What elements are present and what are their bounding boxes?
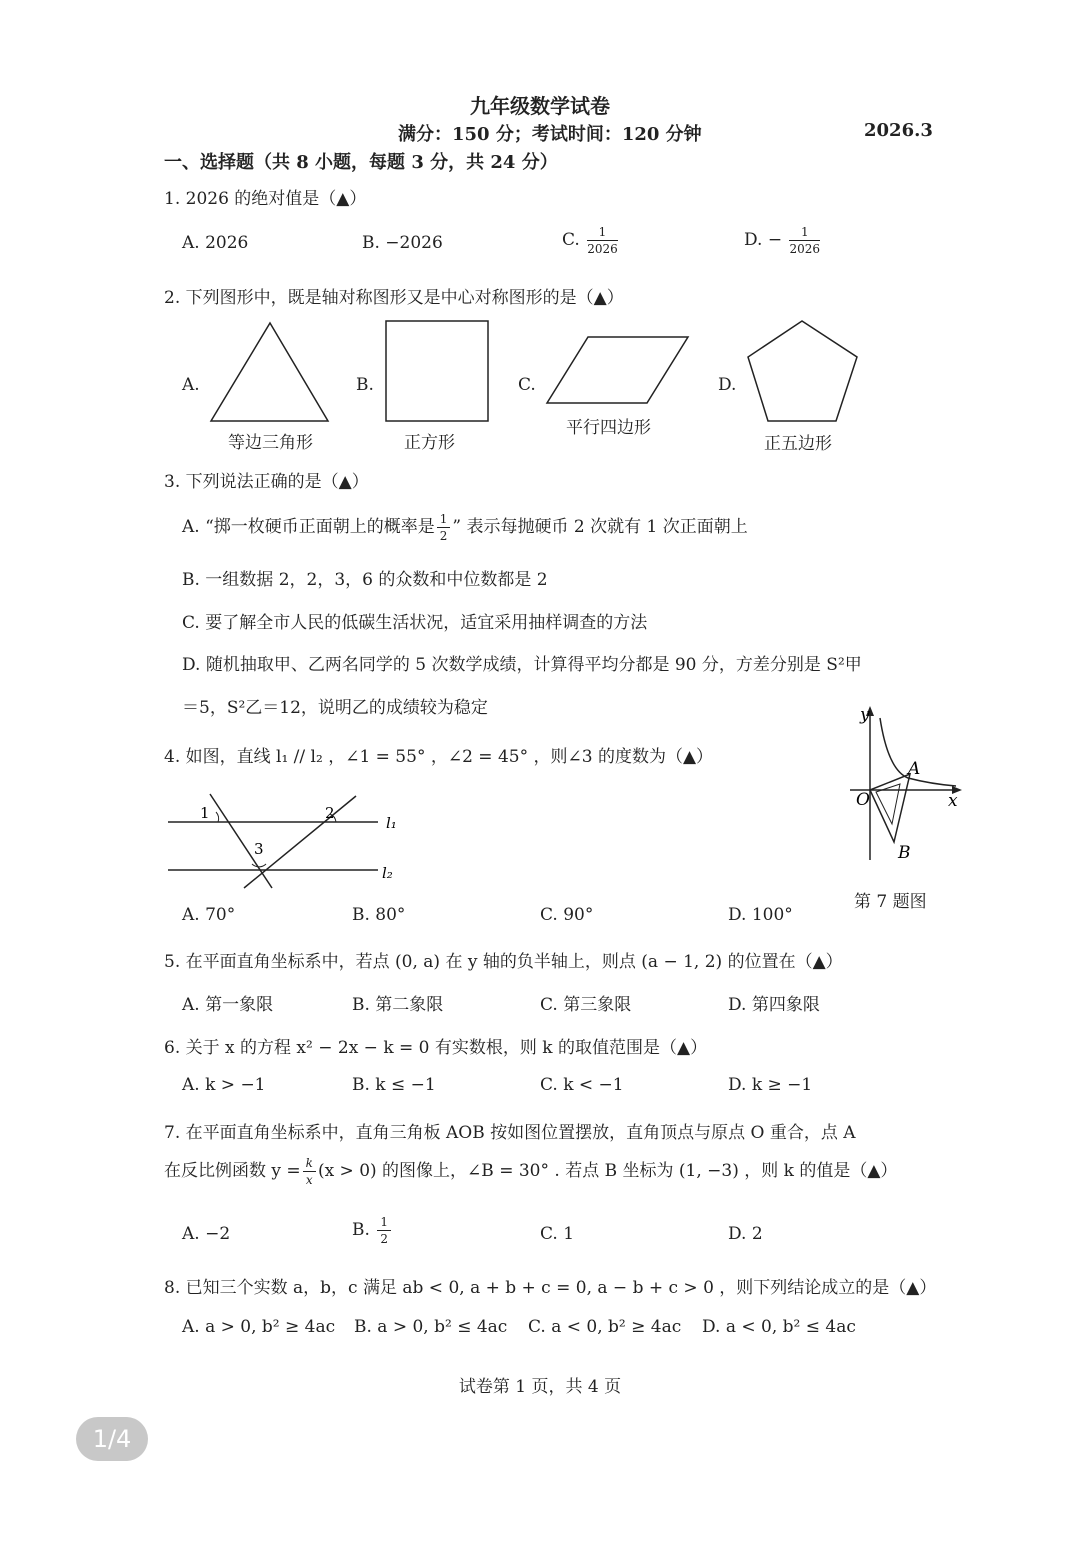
q8-option-c: C. a < 0, b² ≥ 4ac — [528, 1317, 682, 1337]
q2-caption-d: 正五边形 — [764, 434, 832, 454]
q6-option-c: C. k < −1 — [540, 1075, 624, 1095]
parallelogram-shape — [547, 337, 688, 403]
exam-date: 2026.3 — [864, 120, 933, 141]
q4-label-2: 2 — [325, 804, 335, 822]
section-heading: 一、选择题（共 8 小题，每题 3 分，共 24 分） — [164, 152, 558, 173]
q4-label-1: 1 — [200, 804, 210, 822]
q3-a-fraction: $\frac{1}{2}$ — [437, 513, 451, 542]
q4-option-d: D. 100° — [728, 905, 793, 925]
q6-stem: 6. 关于 x 的方程 x² − 2x − k = 0 有实数根，则 k 的取值范围是（▲） — [164, 1038, 708, 1058]
q3-a-pre: A. “掷一枚硬币正面朝上的概率是 — [182, 517, 435, 537]
q2-option-b: B. — [356, 375, 374, 395]
q7-k-over-x: $\frac{k}{x}$ — [303, 1157, 316, 1186]
q4-option-c: C. 90° — [540, 905, 594, 925]
q1-stem: 1. 2026 的绝对值是（▲） — [164, 189, 367, 209]
q7-stem2-post: (x > 0) 的图像上，∠B = 30° . 若点 B 坐标为 (1, −3) ，则 k 的值是（▲） — [317, 1161, 898, 1181]
exam-title: 九年级数学试卷 — [470, 94, 610, 118]
q3-option-d-line2: ＝5，S²乙＝12，说明乙的成绩较为稳定 — [182, 698, 488, 718]
q8-option-d: D. a < 0, b² ≤ 4ac — [702, 1317, 856, 1337]
q1-d-fraction: $\frac{1}{2026}$ — [789, 225, 821, 256]
page-indicator: 1/4 — [76, 1417, 148, 1461]
q4-option-b: B. 80° — [352, 905, 406, 925]
q2-stem: 2. 下列图形中，既是轴对称图形又是中心对称图形的是（▲） — [164, 288, 624, 308]
q3-option-b: B. 一组数据 2，2，3，6 的众数和中位数都是 2 — [182, 570, 548, 590]
q2-caption-b: 正方形 — [404, 433, 455, 453]
q1-option-c — [562, 226, 620, 255]
fig7-label-o: O — [856, 790, 870, 810]
angle-arc-1 — [216, 812, 219, 822]
q6-option-b: B. k ≤ −1 — [352, 1075, 436, 1095]
square-shape — [386, 321, 488, 421]
q2-option-c: C. — [518, 375, 536, 395]
q5-stem: 5. 在平面直角坐标系中，若点 (0, a) 在 y 轴的负半轴上，则点 (a − 1, 2) 的位置在（▲） — [164, 952, 843, 972]
fig7-label-x: x — [948, 791, 958, 811]
fig7-label-y: y — [860, 705, 870, 725]
q7-b-prefix: B. — [352, 1220, 370, 1240]
q4-stem: 4. 如图，直线 l₁ // l₂ ，∠1 = 55° ，∠2 = 45° ，则∠3 的度数为（▲） — [164, 747, 714, 767]
q7-option-b — [352, 1216, 393, 1245]
q1-c-fraction: $\frac{1}{2026}$ — [587, 225, 618, 256]
q5-option-b: B. 第二象限 — [352, 995, 444, 1015]
q5-option-a: A. 第一象限 — [182, 995, 274, 1015]
q6-option-a: A. k > −1 — [182, 1075, 266, 1095]
equilateral-triangle-shape — [211, 323, 328, 421]
q6-option-d: D. k ≥ −1 — [728, 1075, 813, 1095]
pentagon-shape — [748, 321, 857, 421]
q3-a-post: ” 表示每抛硬币 2 次就有 1 次正面朝上 — [452, 517, 748, 537]
q7-b-fraction: $\frac{1}{2}$ — [377, 1216, 391, 1245]
q7-figure — [836, 700, 976, 870]
q1-d-prefix: D. − — [744, 230, 783, 250]
q1-option-d — [744, 226, 822, 255]
page-footer: 试卷第 1 页，共 4 页 — [458, 1377, 622, 1397]
q3-option-d-line1: D. 随机抽取甲、乙两名同学的 5 次数学成绩，计算得平均分都是 90 分，方差分别是 S²甲 — [182, 655, 862, 675]
q7-stem2-pre: 在反比例函数 y = — [164, 1161, 301, 1181]
q2-caption-a: 等边三角形 — [228, 433, 313, 453]
q8-option-b: B. a > 0, b² ≤ 4ac — [354, 1317, 508, 1337]
fig7-caption: 第 7 题图 — [854, 892, 927, 912]
angle-arc-3 — [252, 864, 266, 867]
q7-option-a: A. −2 — [182, 1224, 231, 1244]
q8-stem: 8. 已知三个实数 a，b，c 满足 ab < 0, a + b + c = 0, a − b + c > 0 ，则下列结论成立的是（▲） — [164, 1278, 937, 1298]
fig7-label-a: A — [908, 759, 921, 779]
q4-label-3: 3 — [254, 840, 264, 858]
fig7-label-b: B — [898, 843, 911, 863]
triangle-aob — [870, 774, 910, 842]
q2-option-d: D. — [718, 375, 737, 395]
q1-option-a: A. 2026 — [182, 233, 249, 253]
q3-option-c: C. 要了解全市人民的低碳生活状况，适宜采用抽样调查的方法 — [182, 613, 648, 633]
q5-option-d: D. 第四象限 — [728, 995, 820, 1015]
q4-label-l2: l₂ — [382, 864, 393, 882]
q5-option-c: C. 第三象限 — [540, 995, 632, 1015]
q7-option-d: D. 2 — [728, 1224, 763, 1244]
q2-shapes — [200, 315, 900, 430]
q1-c-prefix: C. — [562, 230, 580, 250]
q4-label-l1: l₁ — [386, 814, 397, 832]
q4-figure — [160, 790, 420, 890]
q7-stem-line2 — [164, 1156, 897, 1186]
q2-caption-c: 平行四边形 — [566, 418, 651, 438]
q3-option-a — [182, 512, 748, 542]
q8-option-a: A. a > 0, b² ≥ 4ac — [182, 1317, 336, 1337]
q4-option-a: A. 70° — [182, 905, 236, 925]
q1-option-b: B. −2026 — [362, 233, 443, 253]
q7-option-c: C. 1 — [540, 1224, 575, 1244]
score-time: 满分：150 分；考试时间：120 分钟 — [398, 124, 702, 145]
q3-stem: 3. 下列说法正确的是（▲） — [164, 472, 369, 492]
q2-option-a: A. — [182, 375, 200, 395]
q7-stem-line1: 7. 在平面直角坐标系中，直角三角板 AOB 按如图位置摆放，直角顶点与原点 O 重合，点 A — [164, 1123, 856, 1143]
